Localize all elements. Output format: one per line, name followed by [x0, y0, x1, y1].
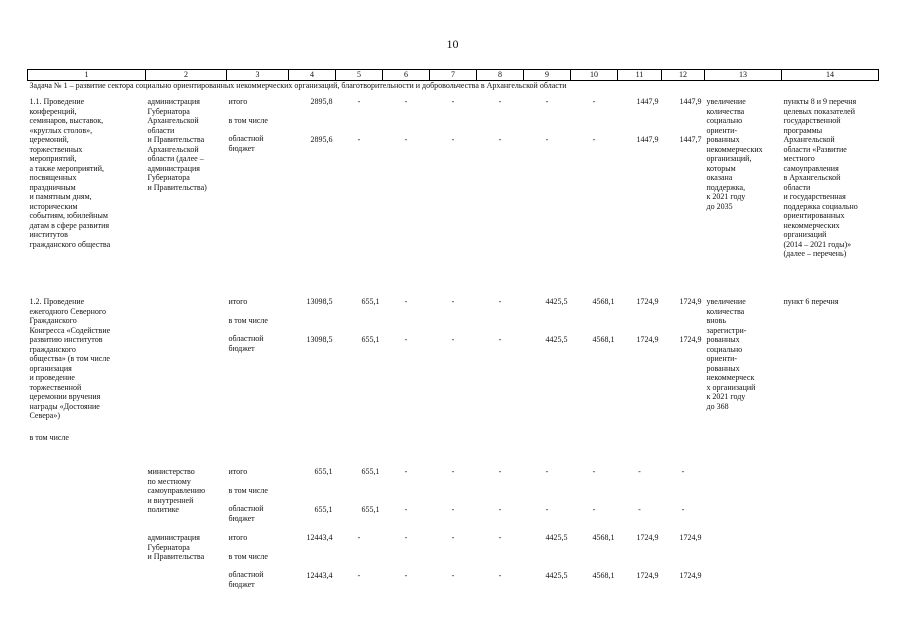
total-value: -	[357, 97, 361, 106]
text-line: поддержка социально	[783, 201, 858, 211]
total-value: -	[498, 97, 502, 106]
total-value: 4568,1	[592, 533, 615, 542]
source-budget-label	[229, 134, 287, 153]
text-line: самоуправления	[783, 163, 839, 173]
budget-value: -	[404, 504, 408, 514]
text-line: социально	[706, 344, 743, 354]
budget-value: 1447,9	[636, 134, 659, 144]
budget-value: -	[681, 504, 685, 514]
text-line: рованных	[706, 335, 740, 344]
funding-values	[289, 297, 705, 467]
text-line: Губернатора	[147, 173, 190, 182]
text-line: областной	[228, 334, 264, 343]
budget-value: 1724,9	[679, 334, 702, 344]
budget-value: 655,1	[361, 334, 380, 344]
source-total-label: итого	[228, 297, 248, 306]
text-line: некоммерческ	[706, 373, 755, 382]
text-line: пункты 8 и 9 перечня	[783, 97, 857, 106]
text-line: количества	[706, 306, 745, 316]
text-line: зарегистри-	[706, 325, 747, 335]
text-line: организаций	[783, 230, 827, 239]
text-line: бюджет	[228, 579, 255, 589]
budget-value: -	[404, 334, 408, 344]
total-value: 1724,9	[636, 297, 659, 306]
total-value: 4568,1	[592, 297, 615, 306]
text-line: и государственная	[783, 192, 846, 201]
text-line: датам в сфере развития	[29, 220, 110, 230]
total-value: -	[545, 97, 549, 106]
total-value: -	[592, 467, 596, 476]
budget-value: 1724,9	[636, 334, 659, 344]
expected-result	[705, 297, 782, 467]
text-line: социально	[706, 116, 743, 125]
budget-value: -	[498, 570, 502, 580]
text-line: и Правительства)	[147, 182, 207, 192]
total-value: -	[451, 97, 455, 106]
event-name	[28, 97, 146, 297]
text-line: семинаров, выставок,	[29, 116, 104, 125]
source-incl-label: в том числе	[228, 551, 268, 561]
executor	[146, 533, 227, 593]
budget-value: 4425,5	[545, 334, 568, 344]
text-line: (далее – перечень)	[783, 249, 847, 258]
event-name	[28, 297, 146, 467]
budget-value: 1447,7	[679, 134, 702, 144]
budget-value: -	[545, 134, 549, 144]
text-line: которым	[706, 163, 736, 173]
total-value: -	[498, 297, 502, 306]
budget-value: 1724,9	[636, 570, 659, 580]
total-value: -	[638, 467, 641, 476]
funding-values	[289, 533, 705, 593]
total-value: -	[498, 533, 502, 542]
text-line: до 2035	[706, 201, 733, 211]
text-line: 1.2. Проведение	[29, 297, 85, 306]
source-incl-label: в том числе	[228, 315, 268, 325]
total-value: 12443,4	[306, 533, 333, 542]
text-line: к 2021 году	[706, 192, 746, 201]
text-line: пункт 6 перечня	[783, 297, 839, 306]
source-total-label: итого	[228, 97, 248, 106]
text-line: местного	[783, 154, 815, 163]
total-value: -	[451, 467, 455, 476]
total-value: -	[404, 97, 408, 106]
text-line: (2014 – 2021 годы)»	[783, 239, 852, 249]
column-number: 13	[705, 70, 782, 81]
text-line: Архангельской	[147, 144, 199, 154]
executor	[146, 467, 227, 533]
budget-value: -	[357, 134, 361, 144]
text-line: областной	[228, 504, 264, 513]
program-table	[27, 69, 879, 593]
text-line: церемоний,	[29, 135, 69, 144]
column-number: 14	[782, 70, 879, 81]
text-line: рованных	[706, 363, 740, 373]
column-number: 10	[571, 70, 618, 81]
total-value: 1724,9	[679, 533, 702, 542]
text-line: Конгресса «Содействие	[29, 325, 111, 335]
executor	[146, 97, 227, 297]
text-line: развитию институтов	[29, 335, 103, 344]
indicator-link	[782, 297, 879, 467]
text-line: рованных	[706, 135, 740, 144]
text-line: конференций,	[29, 106, 77, 116]
budget-value: -	[404, 570, 408, 580]
budget-value: -	[451, 134, 455, 144]
text-line: области	[783, 182, 811, 192]
source-budget-label	[229, 334, 287, 353]
text-line: посвященных	[29, 173, 77, 182]
text-line: поддержка,	[706, 182, 746, 192]
total-value: 1447,9	[679, 97, 702, 106]
table-row	[28, 533, 879, 593]
column-number: 6	[383, 70, 430, 81]
budget-value: -	[451, 334, 455, 344]
budget-value: -	[451, 504, 455, 514]
text-line: целевых показателей	[783, 106, 855, 116]
text-line: некоммерческих	[783, 220, 840, 230]
funding-values	[289, 467, 705, 533]
budget-value: 2895,6	[310, 134, 333, 144]
budget-value: -	[404, 134, 408, 144]
text-line: областной	[228, 134, 264, 143]
total-value: 655,1	[361, 467, 380, 476]
text-line: до 368	[706, 401, 729, 411]
text-line: а также мероприятий,	[29, 163, 104, 173]
text-line: Севера»)	[29, 411, 60, 420]
column-number: 11	[618, 70, 662, 81]
column-number: 2	[146, 70, 227, 81]
text-line: увеличение	[706, 97, 746, 106]
executor	[146, 297, 227, 467]
text-line: институтов	[29, 230, 68, 239]
total-value: -	[404, 533, 408, 542]
total-value: -	[404, 467, 408, 476]
source-incl-label: в том числе	[228, 115, 268, 125]
text-line: бюджет	[228, 343, 255, 353]
text-line: к 2021 году	[706, 392, 746, 401]
total-value: -	[498, 467, 502, 476]
total-value: 4425,5	[545, 297, 568, 306]
total-value: 2895,8	[310, 97, 333, 106]
task-row	[28, 81, 879, 98]
text-line: увеличение	[706, 297, 746, 306]
budget-value: -	[357, 570, 361, 580]
total-value: -	[357, 533, 361, 542]
text-line: х организаций	[706, 382, 756, 392]
text-line: бюджет	[228, 143, 255, 153]
text-line: по местному	[147, 476, 191, 486]
text-line: министерство	[147, 467, 195, 476]
budget-value: 1724,9	[679, 570, 702, 580]
text-line: области «Развитие	[783, 144, 847, 154]
total-value: 1724,9	[636, 533, 659, 542]
total-value: -	[451, 297, 455, 306]
total-value: 655,1	[361, 297, 380, 306]
column-number: 1	[28, 70, 146, 81]
text-line: ориенти-	[706, 125, 738, 135]
text-line: и Правительства	[147, 135, 205, 144]
source-total-label: итого	[228, 467, 248, 476]
text-line: областной	[228, 570, 264, 579]
text-line: ежегодного Северного	[29, 306, 106, 316]
table-row	[28, 467, 879, 533]
text-line: некоммерческих	[706, 144, 763, 154]
column-number: 3	[227, 70, 289, 81]
total-value: 1447,9	[636, 97, 659, 106]
text-line: Губернатора	[147, 106, 190, 116]
text-line: в Архангельской	[783, 173, 841, 182]
funding-source	[227, 297, 289, 467]
text-line: организаций,	[706, 154, 752, 163]
budget-value: -	[451, 570, 455, 580]
source-budget-label	[229, 570, 287, 589]
text-line: администрация	[147, 97, 200, 106]
text-line: гражданского общества	[29, 239, 111, 249]
column-number: 5	[336, 70, 383, 81]
text-line: области	[147, 125, 175, 135]
text-line: самоуправлению	[147, 486, 206, 495]
text-line: администрация	[147, 163, 200, 173]
text-line: Архангельской	[783, 135, 835, 144]
text-line: торжественных	[29, 144, 83, 154]
text-line: ориенти-	[706, 354, 738, 363]
total-value: -	[592, 97, 596, 106]
text-line: торжественной	[29, 382, 82, 392]
text-line: вновь	[706, 316, 726, 325]
total-value: -	[681, 467, 685, 476]
total-value: -	[451, 533, 455, 542]
budget-value: -	[498, 334, 502, 344]
budget-value: -	[545, 504, 549, 514]
column-number: 9	[524, 70, 571, 81]
budget-value: -	[498, 134, 502, 144]
table-row	[28, 97, 879, 297]
total-value: 13098,5	[306, 297, 333, 306]
column-number: 4	[289, 70, 336, 81]
budget-value: -	[498, 504, 502, 514]
column-number: 7	[430, 70, 477, 81]
column-number: 12	[662, 70, 705, 81]
total-value: -	[404, 297, 408, 306]
text-line: оказана	[706, 173, 733, 182]
task-title: Задача № 1 – развитие сектора социально ориентированных некоммерческих организаций, благотворительности и добровольчества в Архангельской области	[29, 81, 567, 90]
text-line: политике	[147, 505, 179, 514]
budget-value: 4568,1	[592, 570, 615, 580]
text-line: церемонии вручения	[29, 392, 101, 401]
text-line: администрация	[147, 533, 200, 542]
text-line: области (далее –	[147, 154, 204, 163]
text-line: 1.1. Проведение	[29, 97, 85, 106]
text-line: праздничным	[29, 182, 76, 192]
budget-value: 13098,5	[306, 334, 333, 344]
text-line: и внутренней	[147, 495, 194, 505]
budget-value: 4425,5	[545, 570, 568, 580]
column-number: 8	[477, 70, 524, 81]
text-line: Архангельской	[147, 116, 199, 125]
text-line: и памятным дням,	[29, 192, 92, 201]
text-line: мероприятий,	[29, 154, 77, 163]
total-value: -	[545, 467, 549, 476]
text-line: программы	[783, 125, 823, 135]
budget-value: 12443,4	[306, 570, 333, 580]
funding-source	[227, 97, 289, 297]
text-line: организация	[29, 363, 72, 373]
source-budget-label	[229, 504, 287, 523]
total-value: 1724,9	[679, 297, 702, 306]
page-number: 10	[446, 37, 459, 51]
funding-values	[289, 97, 705, 297]
text-line: и проведение	[29, 373, 75, 382]
budget-value: 655,1	[314, 504, 333, 514]
text-line: бюджет	[228, 513, 255, 523]
budget-value: -	[592, 134, 596, 144]
text-line: ориентированных	[783, 211, 845, 220]
budget-value: -	[638, 504, 641, 514]
text-line: общества» (в том числе	[29, 354, 110, 363]
text-line: событиям, юбилейным	[29, 211, 108, 220]
text-line: и Правительства	[147, 552, 205, 561]
text-line: количества	[706, 106, 745, 116]
budget-value: -	[592, 504, 596, 514]
indicator-link	[782, 97, 879, 297]
total-value: 655,1	[314, 467, 333, 476]
text-line: Губернатора	[147, 542, 190, 552]
column-number-row	[28, 70, 879, 81]
funding-source	[227, 533, 289, 593]
text-line: «круглых столов»,	[29, 125, 93, 135]
text-line: награды «Достояние	[29, 401, 100, 411]
text-line: Гражданского	[29, 316, 77, 325]
budget-value: 4568,1	[592, 334, 615, 344]
text-line: историческим	[29, 201, 78, 211]
budget-value: 655,1	[361, 504, 380, 514]
total-value: 4425,5	[545, 533, 568, 542]
incl-label: в том числе	[29, 432, 69, 442]
source-incl-label: в том числе	[228, 485, 268, 495]
text-line: государственной	[783, 116, 841, 125]
text-line: гражданского	[29, 344, 76, 354]
expected-result	[705, 97, 782, 297]
table-row	[28, 297, 879, 467]
source-total-label: итого	[228, 533, 248, 542]
funding-source	[227, 467, 289, 533]
